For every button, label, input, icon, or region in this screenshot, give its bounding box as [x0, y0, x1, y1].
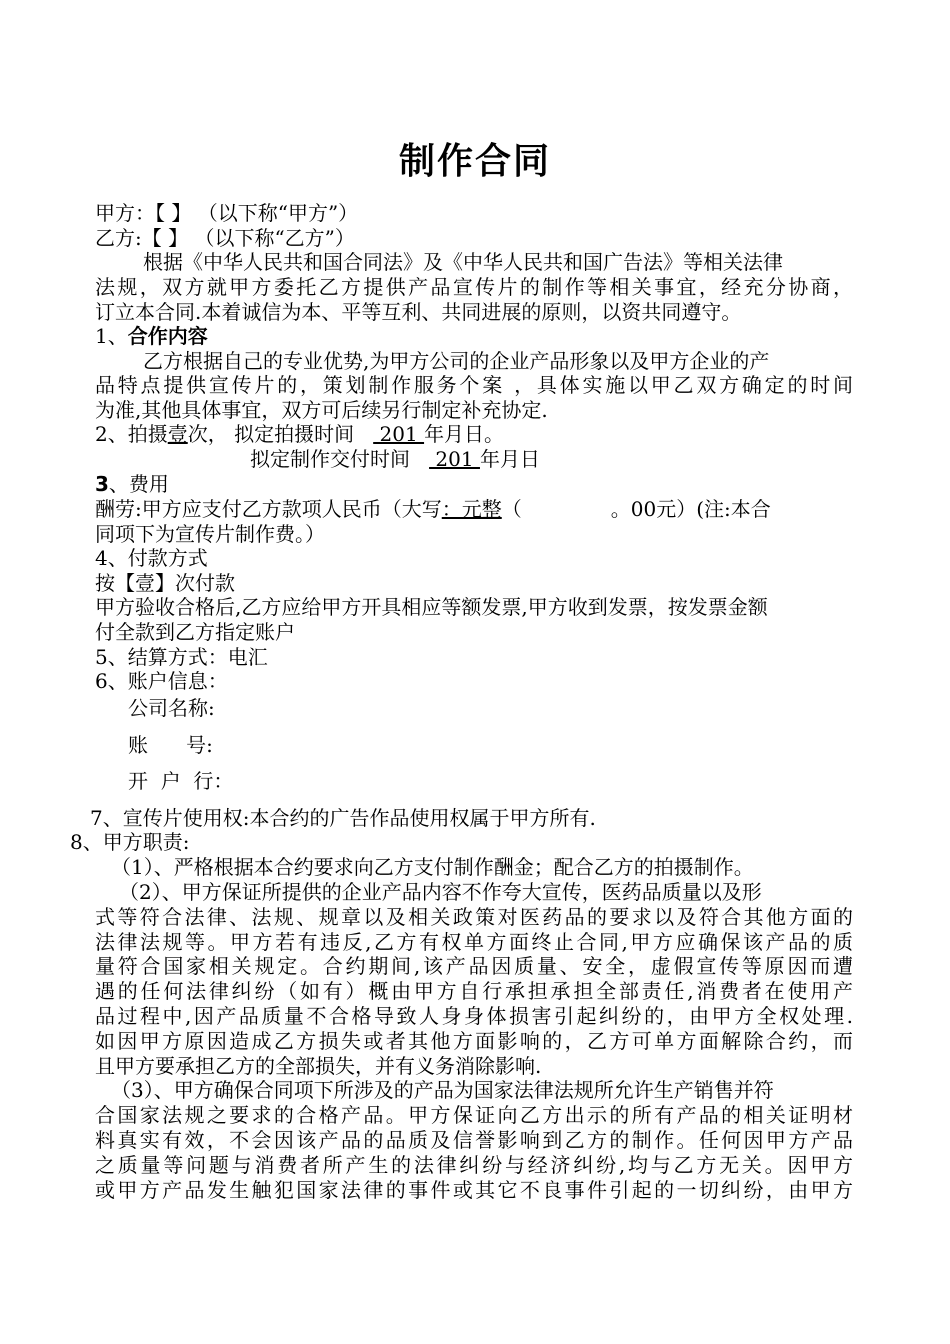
intro-line-1: 根据《中华人民共和国合同法》及《中华人民共和国广告法》等相关法律: [143, 250, 783, 274]
shoot-times-value: 壹: [167, 422, 188, 446]
payment-amount-line: 酬劳:甲方应支付乙方款项人民币（大写：元整（ 。00元）(注:本合: [95, 497, 771, 521]
section-8-item-2-line-5: 遇的任何法律纠纷（如有）概由甲方自行承担承担全部责任,消费者在使用产: [95, 979, 853, 1003]
party-a-line: 甲方：【 】 （以下称“甲方”）: [95, 201, 359, 225]
section-1-line-3: 为准,其他具体事宜，双方可后续另行制定补充协定.: [95, 398, 548, 422]
section-1-line-2: 品特点提供宣传片的，策划制作服务个案 ，具体实施以甲乙双方确定的时间: [95, 373, 853, 397]
section-1-title: 合作内容: [127, 324, 208, 348]
section-8-item-2-line-1: （2）、甲方保证所提供的企业产品内容不作夸大宣传，医药品质量以及形: [119, 880, 762, 904]
intro-line-3: 订立本合同.本着诚信为本、平等互利、共同进展的原则，以资共同遵守。: [95, 300, 742, 324]
account-number-label: 账 号:: [128, 733, 213, 757]
bank-label: 开 户 行：: [128, 769, 234, 793]
delivery-year-value: 201: [429, 447, 480, 471]
section-8-item-3-line-2: 合国家法规之要求的合格产品。甲方保证向乙方出示的所有产品的相关证明材: [95, 1103, 853, 1127]
company-name-label: 公司名称:: [128, 696, 215, 720]
section-4-line-3: 付全款到乙方指定账户: [95, 620, 295, 644]
section-8-item-2-line-4: 量符合国家相关规定。合约期间,该产品因质量、安全，虚假宣传等原因而遭: [95, 954, 853, 978]
amount-capital-value: ：元整: [441, 497, 502, 521]
section-8-title: 8、甲方职责:: [70, 830, 190, 854]
section-8-item-3-line-1: （3）、甲方确保合同项下所涉及的产品为国家法律法规所允许生产销售并符: [111, 1078, 774, 1102]
section-3-heading: [95, 471, 169, 497]
section-1-heading: [95, 323, 208, 349]
section-8-item-2-line-8: 且甲方要承担乙方的全部损失，并有义务消除影响.: [95, 1054, 542, 1078]
section-8-item-2-line-7: 如因甲方原因造成乙方损失或者其他方面影响的，乙方可单方面解除合约，而: [95, 1029, 853, 1053]
party-b-line: 乙方:【 】 （以下称“乙方”）: [95, 226, 355, 250]
section-3-title: 、费用: [108, 472, 169, 496]
section-5-settlement: 5、结算方式：电汇: [95, 645, 268, 669]
section-8-item-3-line-3: 料真实有效，不会因该产品的品质及信誉影响到乙方的制作。任何因甲方产品: [95, 1128, 853, 1152]
section-8-item-2-line-2: 式等符合法律、法规、规章以及相关政策对医药品的要求以及符合其他方面的: [95, 905, 853, 929]
section-8-item-2-line-6: 品过程中,因产品质量不合格导致人身身体损害引起纠纷的，由甲方全权处理.: [95, 1004, 853, 1028]
section-2-delivery-line: 拟定制作交付时间 201 年月日: [250, 447, 540, 471]
payment-note-line: 同项下为宣传片制作费。）: [95, 522, 325, 546]
document-title: 制作合同: [398, 141, 551, 182]
section-1-number: 1、: [95, 324, 128, 348]
section-7-usage-rights: 7、宣传片使用权:本合约的广告作品使用权属于甲方所有.: [90, 806, 596, 830]
section-3-number: 3: [95, 472, 109, 496]
section-2-shooting-line: 2、拍摄壹次， 拟定拍摄时间 201 年月日。: [95, 422, 505, 446]
section-8-item-3-line-4: 之质量等问题与消费者所产生的法律纠纷与经济纠纷,均与乙方无关。因甲方: [95, 1153, 853, 1177]
section-8-item-2-line-3: 法律法规等。甲方若有违反,乙方有权单方面终止合同,甲方应确保该产品的质: [95, 930, 853, 954]
section-1-line-1: 乙方根据自己的专业优势,为甲方公司的企业产品形象以及甲方企业的产: [143, 349, 770, 373]
section-6-title: 6、账户信息：: [95, 669, 228, 693]
section-4-line-1: 按【壹】次付款: [95, 571, 235, 595]
section-8-item-1: （1）、严格根据本合约要求向乙方支付制作酬金；配合乙方的拍摄制作。: [111, 855, 754, 879]
section-4-line-2: 甲方验收合格后,乙方应给甲方开具相应等额发票,甲方收到发票，按发票金额: [95, 595, 768, 619]
intro-line-2: 法规，双方就甲方委托乙方提供产品宣传片的制作等相关事宜，经充分协商，: [95, 275, 853, 299]
shoot-year-value: 201: [373, 422, 425, 446]
section-8-item-3-line-5: 或甲方产品发生触犯国家法律的事件或其它不良事件引起的一切纠纷，由甲方: [95, 1178, 853, 1202]
section-4-title: 4、付款方式: [95, 546, 208, 570]
